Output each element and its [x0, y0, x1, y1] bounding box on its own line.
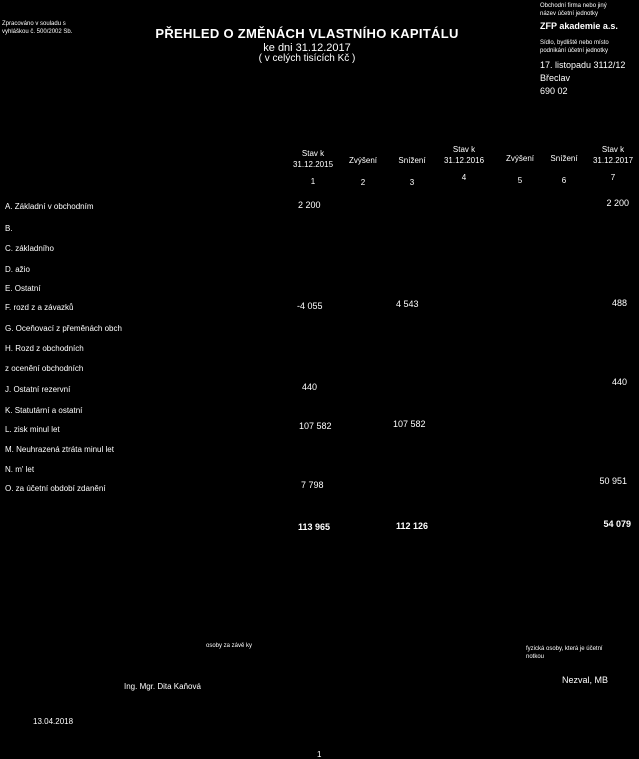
row-label-o: O. za účetní období zdanění — [5, 484, 106, 493]
col-header-7 — [593, 144, 633, 183]
row-label-e: E. Ostatní — [5, 284, 41, 293]
footer-left-label: osoby za závě ky — [206, 643, 253, 649]
row-label-h: H. Rozd z obchodních — [5, 344, 84, 353]
row-f-col1: -4 055 — [297, 301, 323, 311]
row-j-col7: 440 — [611, 377, 627, 387]
total-col3: 112 126 — [396, 521, 429, 531]
entity-city: Břeclav — [540, 73, 571, 83]
regulation-note — [2, 20, 72, 36]
row-label-l: L. zisk minul let — [5, 425, 60, 434]
col-header-2-num: 2 — [360, 178, 366, 187]
col-header-6-num: 6 — [561, 176, 567, 185]
row-f-col7: 488 — [611, 298, 627, 308]
col-header-6-line1: Snížení — [550, 154, 578, 163]
footer-right-label — [526, 645, 603, 661]
entity-street: 17. listopadu 3112/12 — [540, 60, 626, 70]
col-header-1 — [293, 148, 333, 187]
entity-block — [540, 2, 625, 98]
col-header-5-line1: Zvýšení — [505, 154, 535, 163]
row-l-col1: 107 582 — [299, 421, 332, 431]
row-label-j: J. Ostatní rezervní — [5, 385, 71, 394]
entity-name-label-2: název účetní jednotky — [540, 11, 599, 17]
entity-zip: 690 02 — [540, 86, 568, 96]
row-label-c: C. základního — [5, 244, 54, 253]
col-header-4-num: 4 — [461, 173, 467, 182]
row-label-g: G. Oceňovací z přeměnách obch — [5, 324, 122, 333]
row-label-a: A. Základní v obchodním — [5, 202, 94, 211]
col-header-2 — [349, 155, 377, 188]
col-header-5-num: 5 — [517, 176, 523, 185]
date-line: ke dni 31.12.2017 — [263, 42, 351, 54]
col-header-4-line1: Stav k — [452, 145, 476, 154]
entity-name: ZFP akademie a.s. — [540, 21, 618, 31]
col-header-1-num: 1 — [310, 177, 316, 186]
col-header-7-line2: 31.12.2017 — [592, 156, 634, 165]
col-header-2-line1: Zvýšení — [348, 156, 378, 165]
col-header-5 — [506, 153, 534, 186]
signatory-left-name: Ing. Mgr. Dita Kaňová — [124, 682, 201, 691]
row-label-m: M. Neuhrazená ztráta minul let — [5, 445, 114, 454]
col-header-1-line1: Stav k — [301, 149, 325, 158]
footer-right-label-1: fyzická osoby, která je účetní — [526, 646, 603, 652]
entity-seat-label-2: podnikání účetní jednotky — [540, 48, 609, 54]
col-header-4 — [444, 144, 484, 183]
entity-name-label-1: Obchodní firma nebo jiný — [540, 3, 607, 9]
col-header-3 — [398, 155, 425, 188]
row-j-col1: 440 — [302, 382, 318, 392]
regulation-note-line2: vyhláškou č. 500/2002 Sb. — [2, 29, 73, 35]
row-o-col7: 50 951 — [599, 476, 627, 486]
col-header-7-num: 7 — [610, 173, 616, 182]
col-header-7-line1: Stav k — [601, 145, 625, 154]
page-number: 1 — [317, 750, 322, 759]
row-a-col1: 2 200 — [298, 200, 321, 210]
row-label-n: N. m' let — [5, 465, 35, 474]
col-header-1-line2: 31.12.2015 — [292, 160, 334, 169]
entity-seat-label-1: Sídlo, bydliště nebo místo — [540, 40, 609, 46]
col-header-4-line2: 31.12.2016 — [443, 156, 485, 165]
row-label-d: D. ažio — [5, 265, 30, 274]
row-a-col7: 2 200 — [606, 198, 629, 208]
col-header-3-num: 3 — [409, 178, 415, 187]
footer-date: 13.04.2018 — [33, 717, 74, 726]
row-label-f: F. rozd z a závazků — [5, 303, 74, 312]
row-label-k: K. Statutární a ostatní — [5, 406, 83, 415]
regulation-note-line1: Zpracováno v souladu s — [2, 21, 66, 27]
units-line: ( v celých tisících Kč ) — [258, 53, 356, 64]
row-l-col3: 107 582 — [393, 419, 426, 429]
footer-right-label-2: notkou — [526, 654, 545, 660]
row-label-b: B. — [5, 224, 13, 233]
total-col7: 54 079 — [603, 519, 631, 529]
row-label-i: z ocenění obchodních — [5, 364, 84, 373]
col-header-3-line1: Snížení — [398, 156, 426, 165]
col-header-6 — [550, 153, 577, 186]
row-o-col1: 7 798 — [301, 480, 324, 490]
row-f-col3: 4 543 — [396, 299, 419, 309]
signatory-right-name: Nezval, MB — [562, 675, 609, 685]
page-title: PŘEHLED O ZMĚNÁCH VLASTNÍHO KAPITÁLU — [155, 26, 459, 41]
total-col1: 113 965 — [298, 522, 331, 532]
